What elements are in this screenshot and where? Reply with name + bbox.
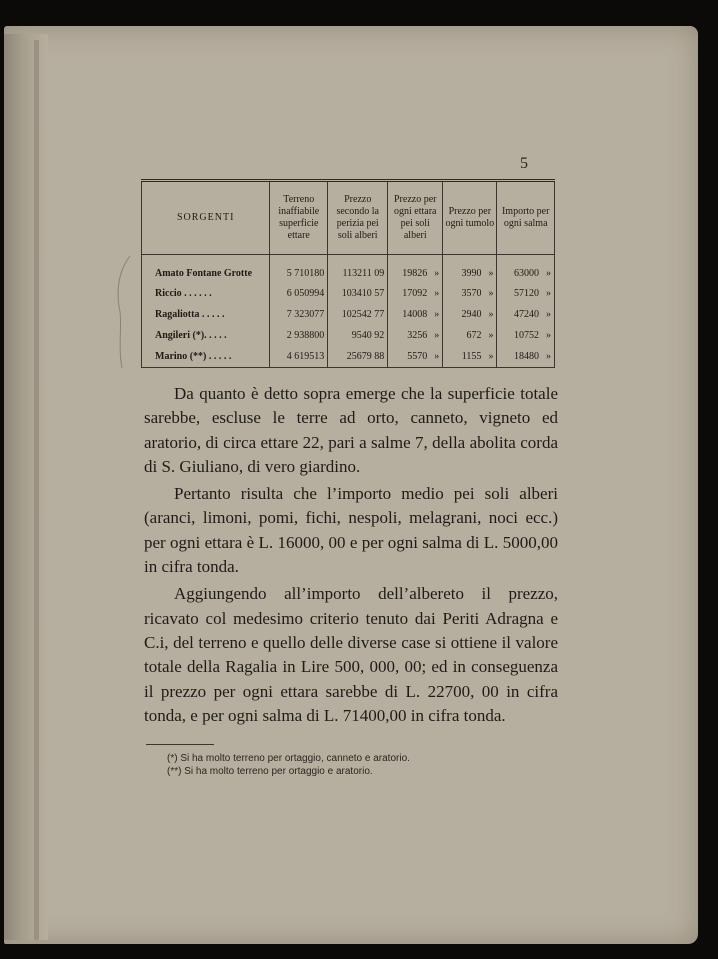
row-ettara xyxy=(388,325,443,346)
tumolo-value: 2940 xyxy=(461,309,482,320)
binding-edge xyxy=(34,40,39,940)
row-name: Ragaliotta . . . . . xyxy=(142,304,270,325)
row-name: Angileri (*). . . . . xyxy=(142,325,270,346)
row-tumolo xyxy=(443,255,497,284)
row-perizia: 9540 92 xyxy=(328,325,388,346)
paragraph: Aggiungendo all’importo dell’albereto il prezzo, ricavato col medesimo criterio tenuto dai Periti Adragna e C.i, del terreno e quello delle diverse case si ottiene il valore totale della Ragalia in Lire 500, 000, 00; ed in conseguenza il prezzo per ogni ettara sarebbe di L. 22700, 00 in cifra tonda, e per ogni salma di L. 71400,00 in cifra tonda. xyxy=(144,584,558,725)
page-number: 5 xyxy=(520,155,528,172)
row-salma xyxy=(497,283,555,304)
row-ettara xyxy=(388,283,443,304)
row-perizia: 113211 09 xyxy=(328,255,388,284)
price-table xyxy=(141,179,555,368)
ditto-mark: » xyxy=(434,288,440,299)
ettara-value: 14008 xyxy=(402,309,428,320)
row-superficie: 4 619513 xyxy=(270,346,328,368)
tumolo-value: 672 xyxy=(466,330,482,341)
row-name: Amato Fontane Grotte xyxy=(142,255,270,284)
salma-value: 10752 xyxy=(514,330,539,341)
row-ettara xyxy=(388,255,443,284)
column-header-prezzo-perizia: Prezzo secondo la perizia pei soli alberi xyxy=(328,181,388,255)
ditto-mark: » xyxy=(488,288,494,299)
ettara-value: 3256 xyxy=(407,330,428,341)
footnotes xyxy=(167,752,410,778)
row-perizia: 25679 88 xyxy=(328,346,388,368)
tumolo-value: 1155 xyxy=(461,351,482,362)
ditto-mark: » xyxy=(546,288,551,299)
row-tumolo xyxy=(443,304,497,325)
ettara-value: 19826 xyxy=(402,267,428,279)
row-salma xyxy=(497,346,555,368)
row-superficie: 7 323077 xyxy=(270,304,328,325)
ditto-mark: » xyxy=(546,267,551,279)
column-header-prezzo-ettara: Prezzo per ogni ettara pei soli alberi xyxy=(388,181,443,255)
table-header-row xyxy=(142,181,555,255)
tumolo-value: 3990 xyxy=(461,267,482,279)
ditto-mark: » xyxy=(434,330,440,341)
row-name: Riccio . . . . . . xyxy=(142,283,270,304)
ditto-mark: » xyxy=(546,351,551,362)
row-ettara xyxy=(388,304,443,325)
salma-value: 63000 xyxy=(514,267,539,279)
pencil-margin-mark xyxy=(108,252,138,372)
ettara-value: 5570 xyxy=(407,351,428,362)
paragraph: Pertanto risulta che l’importo medio pei soli alberi (aranci, limoni, pomi, fichi, nespoli, melagrani, noci ecc.) per ogni ettara è L. 16000, 00 e per ogni salma di L. 5000,00 in cifra tonda. xyxy=(144,484,558,577)
ditto-mark: » xyxy=(434,309,440,320)
ditto-mark: » xyxy=(546,330,551,341)
ettara-value: 17092 xyxy=(402,288,428,299)
ditto-mark: » xyxy=(488,267,494,279)
ditto-mark: » xyxy=(434,351,440,362)
footnote: (*) Si ha molto terreno per ortaggio, canneto e aratorio. xyxy=(167,753,410,764)
row-name: Marino (**) . . . . . xyxy=(142,346,270,368)
ditto-mark: » xyxy=(488,309,494,320)
column-header-prezzo-tumolo: Prezzo per ogni tumolo xyxy=(443,181,497,255)
ditto-mark: » xyxy=(488,351,494,362)
table-row xyxy=(142,325,555,346)
table-row xyxy=(142,346,555,368)
row-perizia: 103410 57 xyxy=(328,283,388,304)
ditto-mark: » xyxy=(488,330,494,341)
table-row xyxy=(142,283,555,304)
salma-value: 18480 xyxy=(514,351,539,362)
row-salma xyxy=(497,325,555,346)
ditto-mark: » xyxy=(434,267,440,279)
page-spine-shadow xyxy=(4,34,48,940)
row-tumolo xyxy=(443,325,497,346)
row-superficie: 2 938800 xyxy=(270,325,328,346)
column-header-importo-salma: Importo per ogni salma xyxy=(497,181,555,255)
footnote: (**) Si ha molto terreno per ortaggio e aratorio. xyxy=(167,766,373,777)
row-salma xyxy=(497,304,555,325)
row-tumolo xyxy=(443,346,497,368)
ditto-mark: » xyxy=(546,309,551,320)
column-header-sorgenti: SORGENTI xyxy=(142,181,270,255)
row-salma xyxy=(497,255,555,284)
tumolo-value: 3570 xyxy=(461,288,482,299)
row-perizia: 102542 77 xyxy=(328,304,388,325)
salma-value: 47240 xyxy=(514,309,539,320)
row-superficie: 5 710180 xyxy=(270,255,328,284)
body-text xyxy=(144,382,558,728)
salma-value: 57120 xyxy=(514,288,539,299)
table-row xyxy=(142,255,555,284)
row-tumolo xyxy=(443,283,497,304)
column-header-terreno: Terreno inaffiabile superficie ettare xyxy=(270,181,328,255)
row-ettara xyxy=(388,346,443,368)
footnote-divider xyxy=(146,744,214,745)
paragraph: Da quanto è detto sopra emerge che la superficie totale sarebbe, escluse le terre ad orto, canneto, vigneto ed aratorio, di circa ettare 22, pari a salme 7, della abolita corda di S. Giuliano, di vero giardino. xyxy=(144,384,558,476)
table-row xyxy=(142,304,555,325)
row-superficie: 6 050994 xyxy=(270,283,328,304)
